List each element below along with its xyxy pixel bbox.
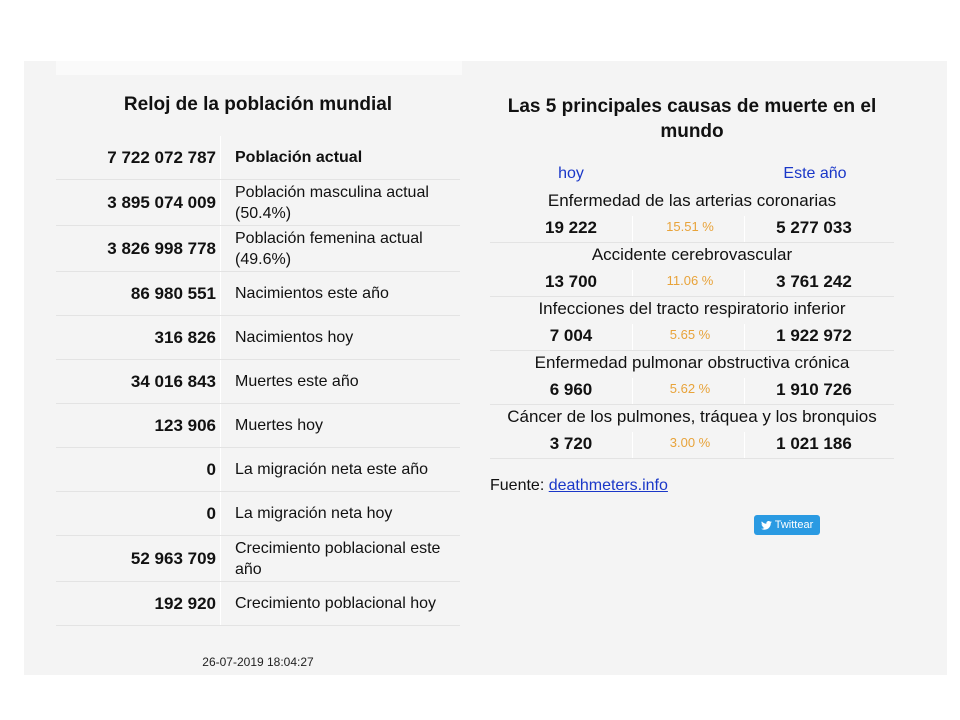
table-row [56, 136, 460, 180]
cell-divider [220, 180, 221, 225]
cell-divider [220, 404, 221, 447]
death-causes-list [490, 189, 894, 459]
row-label: La migración neta hoy [235, 505, 393, 522]
cause-percent: 15.51 % [666, 219, 714, 234]
cause-year-count: 3 761 242 [776, 272, 852, 291]
table-row [56, 180, 460, 226]
cell-divider [220, 316, 221, 359]
header-today: hoy [558, 165, 584, 182]
row-value: 34 016 843 [130, 371, 216, 391]
row-value: 0 [206, 459, 216, 479]
cause-name: Accidente cerebrovascular [591, 245, 793, 264]
cell-divider [632, 270, 633, 296]
cell-divider [632, 324, 633, 350]
cause-percent: 5.62 % [669, 381, 711, 396]
cause-percent: 11.06 % [666, 273, 714, 288]
table-row [56, 404, 460, 448]
table-row [56, 492, 460, 536]
cause-year-count: 1 910 726 [776, 380, 852, 399]
cause-year-count: 5 277 033 [776, 218, 852, 237]
cause-percent: 5.65 % [669, 327, 711, 342]
cell-divider [744, 270, 745, 296]
row-label: Muertes hoy [235, 417, 324, 434]
row-value: 192 920 [154, 593, 216, 613]
population-clock-title: Reloj de la población mundial [123, 94, 393, 115]
tweet-button[interactable] [754, 515, 820, 535]
cell-divider [220, 360, 221, 403]
row-label: Crecimiento poblacional este año [235, 539, 441, 578]
cause-percent: 3.00 % [669, 435, 711, 450]
cell-divider [744, 216, 745, 242]
row-label: Crecimiento poblacional hoy [235, 595, 436, 612]
cell-divider [220, 448, 221, 491]
source-prefix: Fuente: [490, 477, 545, 494]
cause-today-count: 19 222 [545, 218, 597, 237]
list-item [490, 297, 894, 351]
cell-divider [220, 582, 221, 625]
cause-name: Enfermedad de las arterias coronarias [547, 191, 837, 210]
row-value: 316 826 [154, 327, 216, 347]
population-table [56, 136, 460, 626]
table-row [56, 316, 460, 360]
tweet-label: Twittear [774, 519, 814, 531]
table-row [56, 226, 460, 272]
cell-divider [220, 272, 221, 315]
cell-divider [220, 492, 221, 535]
list-item [490, 243, 894, 297]
death-causes-title: Las 5 principales causas de muerte en el mundo [507, 96, 877, 142]
cell-divider [744, 378, 745, 404]
list-item [490, 189, 894, 243]
cell-divider [220, 136, 221, 179]
cell-divider [632, 378, 633, 404]
cause-name: Enfermedad pulmonar obstructiva crónica [534, 353, 850, 372]
cell-divider [744, 324, 745, 350]
row-label: Población masculina actual (50.4%) [235, 183, 429, 222]
row-label: La migración neta este año [235, 461, 429, 478]
cause-year-count: 1 021 186 [776, 434, 852, 453]
header-this-year: Este año [783, 165, 847, 182]
cell-divider [220, 226, 221, 271]
cause-today-count: 3 720 [549, 434, 593, 453]
twitter-bird-icon [761, 521, 772, 530]
cause-name: Cáncer de los pulmones, tráquea y los bronquios [507, 407, 877, 426]
cause-today-count: 13 700 [545, 272, 597, 291]
cause-year-count: 1 922 972 [776, 326, 852, 345]
last-updated-timestamp: 26-07-2019 18:04:27 [202, 655, 314, 669]
table-row [56, 536, 460, 582]
row-value: 123 906 [154, 415, 216, 435]
row-label: Población femenina actual (49.6%) [235, 229, 423, 268]
row-label: Nacimientos este año [235, 285, 389, 302]
cell-divider [744, 432, 745, 458]
row-label: Muertes este año [235, 373, 359, 390]
table-row [56, 582, 460, 626]
list-item [490, 351, 894, 405]
source-line [490, 477, 668, 495]
row-value: 3 895 074 009 [107, 192, 216, 212]
cell-divider [220, 536, 221, 581]
row-value: 86 980 551 [130, 283, 216, 303]
row-label: Nacimientos hoy [235, 329, 354, 346]
cause-today-count: 7 004 [549, 326, 593, 345]
cell-divider [632, 216, 633, 242]
row-value: 0 [206, 503, 216, 523]
list-item [490, 405, 894, 459]
death-causes-headers [490, 165, 894, 187]
cause-today-count: 6 960 [549, 380, 593, 399]
cause-name: Infecciones del tracto respiratorio inferior [538, 299, 846, 318]
cell-divider [632, 432, 633, 458]
row-value: 7 722 072 787 [107, 147, 216, 167]
table-row [56, 448, 460, 492]
row-value: 3 826 998 778 [107, 238, 216, 258]
table-row [56, 360, 460, 404]
table-row [56, 272, 460, 316]
row-label: Población actual [235, 149, 363, 166]
row-value: 52 963 709 [130, 548, 216, 568]
panel-top-strip [56, 61, 462, 75]
source-link[interactable]: deathmeters.info [548, 477, 668, 494]
